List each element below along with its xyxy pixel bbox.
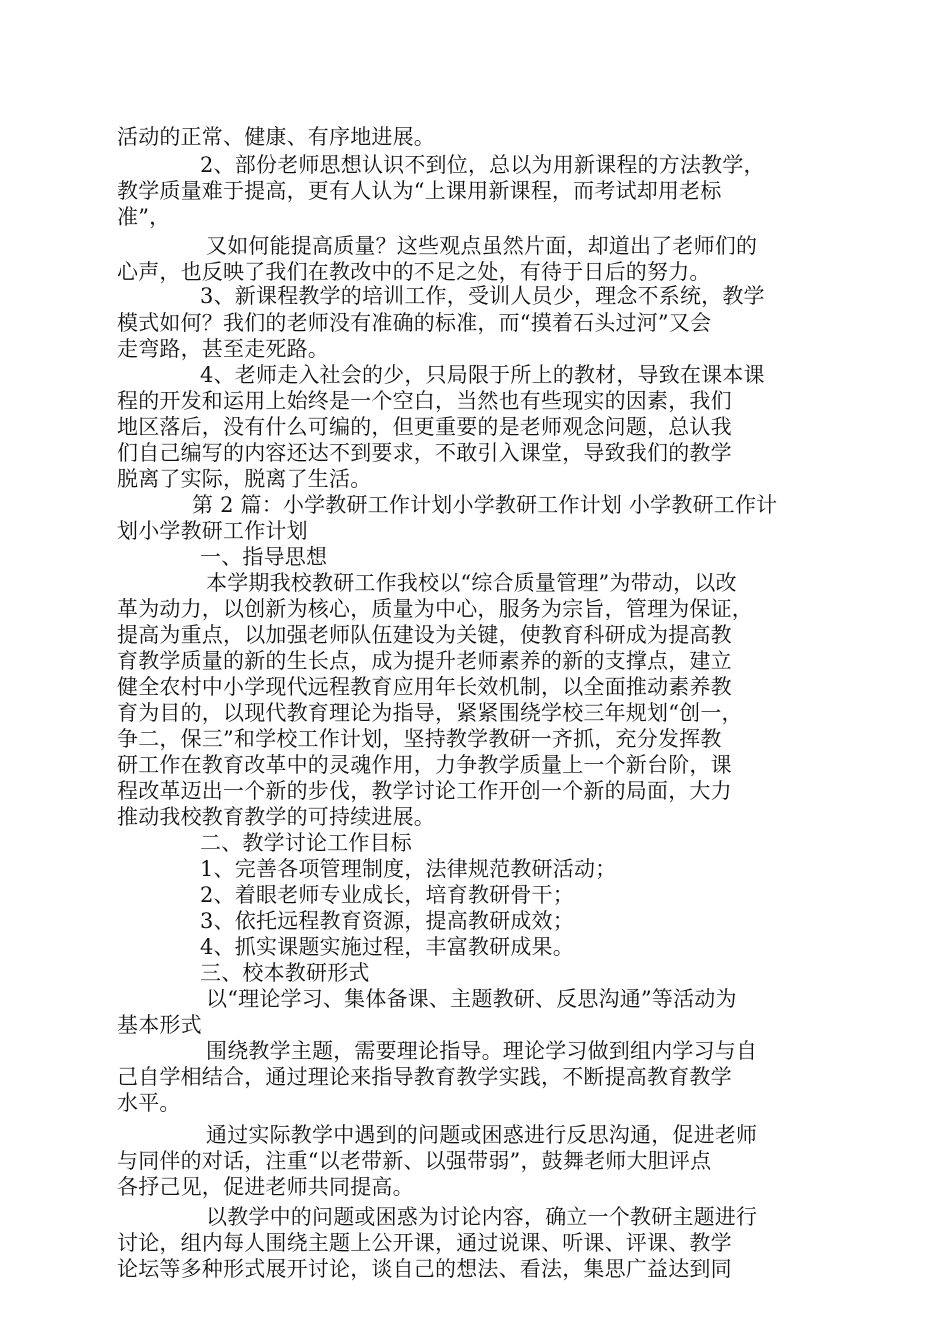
- text-line: 健全农村中小学现代远程教育应用年长效机制，以全面推动素养教: [117, 675, 732, 699]
- text-line: 2、部份老师思想认识不到位，总以为用新课程的方法教学，: [200, 153, 765, 177]
- text-line: 己自学相结合，通过理论来指导教育教学实践，不断提高教育教学: [117, 1065, 732, 1089]
- section-heading: 二、教学讨论工作目标: [200, 831, 412, 855]
- text-line: 准”，: [117, 205, 171, 229]
- text-line: 争二，保三”和学校工作计划，坚持教学教研一齐抓，充分发挥教: [117, 727, 722, 751]
- text-line: 革为动力，以创新为核心，质量为中心，服务为宗旨，管理为保证，: [117, 597, 753, 621]
- list-item: 4、抓实课题实施过程，丰富教研成果。: [200, 935, 574, 959]
- text-line: 们自己编写的内容还达不到要求，不敢引入课堂，导致我们的教学: [117, 441, 732, 465]
- text-line: 地区落后，没有什么可编的，但更重要的是老师观念问题，总认我: [117, 415, 732, 439]
- list-item: 2、着眼老师专业成长，培育教研骨干；: [200, 883, 574, 907]
- list-item: 3、依托远程教育资源，提高教研成效；: [200, 909, 574, 933]
- text-line: 提高为重点，以加强老师队伍建设为关键，使教育科研成为提高教: [117, 623, 732, 647]
- text-line: 又如何能提高质量？这些观点虽然片面，却道出了老师们的: [206, 234, 758, 258]
- list-item: 1、完善各项管理制度，法律规范教研活动；: [200, 857, 617, 881]
- text-line: 模式如何？我们的老师没有准确的标准，而“摸着石头过河”又会: [117, 311, 712, 335]
- text-line: 以“理论学习、集体备课、主题教研、反思沟通”等活动为: [206, 987, 737, 1011]
- text-line: 活动的正常、健康、有序地进展。: [117, 125, 435, 149]
- text-line: 本学期我校教研工作我校以“综合质量管理”为带动，以改: [206, 571, 737, 595]
- section-heading: 第 2 篇：小学教研工作计划小学教研工作计划 小学教研工作计: [192, 493, 778, 517]
- text-line: 心声，也反映了我们在教改中的不足之处，有待于日后的努力。: [117, 260, 711, 284]
- text-line: 推动我校教育教学的可持续进展。: [117, 805, 435, 829]
- text-line: 与同伴的对话，注重“以老带新、以强带弱”，鼓舞老师大胆评点: [117, 1149, 712, 1173]
- text-line: 讨论，组内每人围绕主题上公开课，通过说课、听课、评课、教学: [117, 1231, 732, 1255]
- text-line: 程改革迈出一个新的步伐，教学讨论工作开创一个新的局面，大力: [117, 779, 732, 803]
- text-line: 程的开发和运用上始终是一个空白，当然也有些现实的因素，我们: [117, 389, 732, 413]
- text-line: 育为目的，以现代教育理论为指导，紧紧围绕学校三年规划“创一，: [117, 701, 743, 725]
- section-heading: 一、指导思想: [200, 545, 328, 569]
- text-line: 教学质量难于提高，更有人认为“上课用新课程，而考试却用老标: [117, 179, 722, 203]
- text-line: 3、新课程教学的培训工作，受训人员少，理念不系统，教学: [200, 284, 765, 308]
- text-line: 基本形式: [117, 1013, 202, 1037]
- section-heading: 划小学教研工作计划: [117, 519, 308, 543]
- text-line: 围绕教学主题，需要理论指导。理论学习做到组内学习与自: [206, 1039, 758, 1063]
- text-line: 4、老师走入社会的少，只局限于所上的教材，导致在课本课: [200, 363, 765, 387]
- text-line: 水平。: [117, 1091, 181, 1115]
- text-line: 以教学中的问题或困惑为讨论内容，确立一个教研主题进行: [206, 1205, 758, 1229]
- section-heading: 三、校本教研形式: [200, 961, 370, 985]
- text-line: 通过实际教学中遇到的问题或困惑进行反思沟通，促进老师: [206, 1123, 758, 1147]
- text-line: 研工作在教育改革中的灵魂作用，力争教学质量上一个新台阶，课: [117, 753, 732, 777]
- text-line: 走弯路，甚至走死路。: [117, 337, 329, 361]
- text-line: 论坛等多种形式展开讨论，谈自己的想法、看法，集思广益达到同: [117, 1257, 732, 1281]
- text-line: 各抒己见，促进老师共同提高。: [117, 1175, 414, 1199]
- text-line: 育教学质量的新的生长点，成为提升老师素养的新的支撑点，建立: [117, 649, 732, 673]
- text-line: 脱离了实际，脱离了生活。: [117, 467, 372, 491]
